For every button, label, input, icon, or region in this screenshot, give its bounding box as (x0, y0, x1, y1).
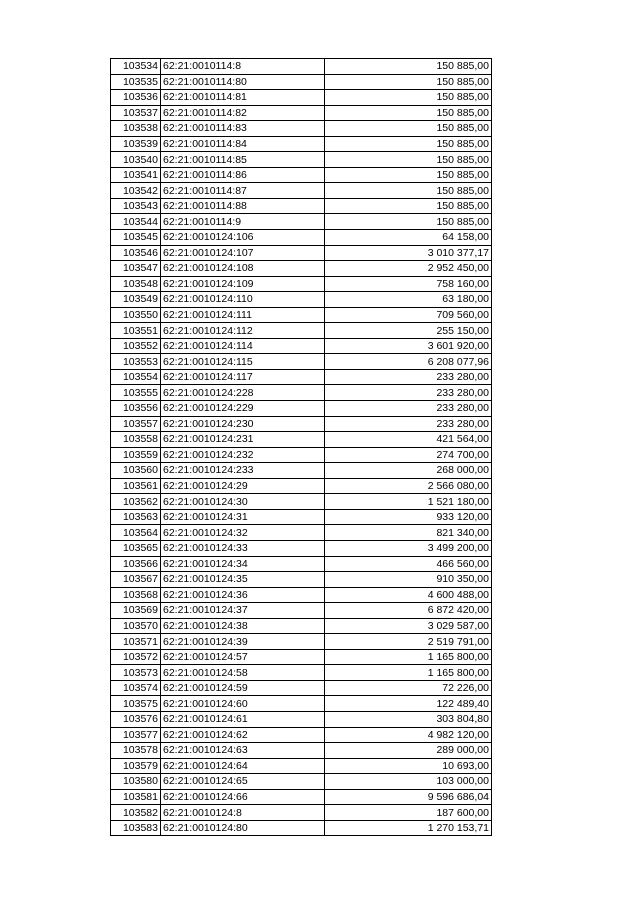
table-row (111, 587, 492, 603)
value-cell: 233 280,00 (325, 369, 492, 385)
value-cell: 910 350,00 (325, 572, 492, 588)
value-cell: 6 872 420,00 (325, 603, 492, 619)
cadastral-number-cell: 62:21:0010114:8 (161, 59, 325, 75)
value-cell: 821 340,00 (325, 525, 492, 541)
cadastral-number-cell: 62:21:0010124:111 (161, 307, 325, 323)
value-cell: 233 280,00 (325, 401, 492, 417)
value-cell: 289 000,00 (325, 743, 492, 759)
cadastral-number-cell: 62:21:0010124:114 (161, 338, 325, 354)
row-number-cell: 103581 (111, 789, 161, 805)
cadastral-number-cell: 62:21:0010124:115 (161, 354, 325, 370)
row-number-cell: 103560 (111, 463, 161, 479)
table-row (111, 167, 492, 183)
table-row (111, 214, 492, 230)
cadastral-number-cell: 62:21:0010124:39 (161, 634, 325, 650)
table-row (111, 90, 492, 106)
value-cell: 709 560,00 (325, 307, 492, 323)
row-number-cell: 103561 (111, 478, 161, 494)
row-number-cell: 103548 (111, 276, 161, 292)
table-row (111, 478, 492, 494)
row-number-cell: 103580 (111, 774, 161, 790)
value-cell: 150 885,00 (325, 90, 492, 106)
value-cell: 150 885,00 (325, 105, 492, 121)
cadastral-number-cell: 62:21:0010114:83 (161, 121, 325, 137)
table-row (111, 261, 492, 277)
value-cell: 274 700,00 (325, 447, 492, 463)
row-number-cell: 103546 (111, 245, 161, 261)
table-row (111, 665, 492, 681)
table-row (111, 494, 492, 510)
cadastral-number-cell: 62:21:0010124:59 (161, 680, 325, 696)
value-cell: 466 560,00 (325, 556, 492, 572)
table-row (111, 509, 492, 525)
table-row (111, 634, 492, 650)
value-cell: 150 885,00 (325, 183, 492, 199)
table-row (111, 743, 492, 759)
value-cell: 150 885,00 (325, 121, 492, 137)
cadastral-number-cell: 62:21:0010124:38 (161, 618, 325, 634)
row-number-cell: 103579 (111, 758, 161, 774)
row-number-cell: 103534 (111, 59, 161, 75)
value-cell: 3 010 377,17 (325, 245, 492, 261)
value-cell: 150 885,00 (325, 152, 492, 168)
row-number-cell: 103557 (111, 416, 161, 432)
value-cell: 303 804,80 (325, 711, 492, 727)
cadastral-number-cell: 62:21:0010124:66 (161, 789, 325, 805)
row-number-cell: 103573 (111, 665, 161, 681)
cadastral-number-cell: 62:21:0010114:85 (161, 152, 325, 168)
table-row (111, 432, 492, 448)
cadastral-number-cell: 62:21:0010114:84 (161, 136, 325, 152)
row-number-cell: 103550 (111, 307, 161, 323)
table-row (111, 447, 492, 463)
row-number-cell: 103583 (111, 820, 161, 836)
value-cell: 72 226,00 (325, 680, 492, 696)
row-number-cell: 103537 (111, 105, 161, 121)
table-row (111, 540, 492, 556)
row-number-cell: 103575 (111, 696, 161, 712)
row-number-cell: 103571 (111, 634, 161, 650)
table-row (111, 789, 492, 805)
table-row (111, 401, 492, 417)
value-cell: 1 270 153,71 (325, 820, 492, 836)
row-number-cell: 103576 (111, 711, 161, 727)
table-row (111, 603, 492, 619)
value-cell: 255 150,00 (325, 323, 492, 339)
cadastral-number-cell: 62:21:0010124:109 (161, 276, 325, 292)
cadastral-number-cell: 62:21:0010124:233 (161, 463, 325, 479)
cadastral-number-cell: 62:21:0010124:117 (161, 369, 325, 385)
table-row (111, 59, 492, 75)
row-number-cell: 103536 (111, 90, 161, 106)
row-number-cell: 103545 (111, 230, 161, 246)
table-row (111, 307, 492, 323)
value-cell: 3 499 200,00 (325, 540, 492, 556)
cadastral-number-cell: 62:21:0010124:232 (161, 447, 325, 463)
table-row (111, 369, 492, 385)
value-cell: 64 158,00 (325, 230, 492, 246)
table-row (111, 758, 492, 774)
row-number-cell: 103567 (111, 572, 161, 588)
table-row (111, 680, 492, 696)
table-row (111, 556, 492, 572)
value-cell: 233 280,00 (325, 385, 492, 401)
cadastral-number-cell: 62:21:0010124:58 (161, 665, 325, 681)
row-number-cell: 103559 (111, 447, 161, 463)
table-row (111, 74, 492, 90)
table-row (111, 230, 492, 246)
value-cell: 6 208 077,96 (325, 354, 492, 370)
table-row (111, 618, 492, 634)
row-number-cell: 103554 (111, 369, 161, 385)
cadastral-number-cell: 62:21:0010124:65 (161, 774, 325, 790)
table-row (111, 774, 492, 790)
cadastral-number-cell: 62:21:0010124:107 (161, 245, 325, 261)
value-cell: 103 000,00 (325, 774, 492, 790)
value-cell: 1 165 800,00 (325, 649, 492, 665)
value-cell: 1 165 800,00 (325, 665, 492, 681)
cadastral-value-table (110, 58, 492, 836)
value-cell: 150 885,00 (325, 74, 492, 90)
value-cell: 233 280,00 (325, 416, 492, 432)
cadastral-number-cell: 62:21:0010124:30 (161, 494, 325, 510)
value-cell: 150 885,00 (325, 214, 492, 230)
row-number-cell: 103563 (111, 509, 161, 525)
cadastral-number-cell: 62:21:0010124:229 (161, 401, 325, 417)
cadastral-number-cell: 62:21:0010124:61 (161, 711, 325, 727)
row-number-cell: 103553 (111, 354, 161, 370)
table-row (111, 727, 492, 743)
table-body (111, 59, 492, 836)
row-number-cell: 103565 (111, 540, 161, 556)
table-row (111, 292, 492, 308)
value-cell: 9 596 686,04 (325, 789, 492, 805)
row-number-cell: 103556 (111, 401, 161, 417)
value-cell: 2 519 791,00 (325, 634, 492, 650)
value-cell: 122 489,40 (325, 696, 492, 712)
cadastral-number-cell: 62:21:0010124:31 (161, 509, 325, 525)
table-row (111, 183, 492, 199)
table-row (111, 276, 492, 292)
row-number-cell: 103578 (111, 743, 161, 759)
row-number-cell: 103552 (111, 338, 161, 354)
cadastral-number-cell: 62:21:0010114:81 (161, 90, 325, 106)
value-cell: 2 952 450,00 (325, 261, 492, 277)
table-row (111, 105, 492, 121)
cadastral-number-cell: 62:21:0010124:57 (161, 649, 325, 665)
value-cell: 187 600,00 (325, 805, 492, 821)
value-cell: 150 885,00 (325, 167, 492, 183)
table-row (111, 152, 492, 168)
cadastral-number-cell: 62:21:0010124:80 (161, 820, 325, 836)
row-number-cell: 103539 (111, 136, 161, 152)
cadastral-number-cell: 62:21:0010124:29 (161, 478, 325, 494)
cadastral-number-cell: 62:21:0010124:108 (161, 261, 325, 277)
row-number-cell: 103577 (111, 727, 161, 743)
value-cell: 3 601 920,00 (325, 338, 492, 354)
row-number-cell: 103564 (111, 525, 161, 541)
cadastral-number-cell: 62:21:0010124:231 (161, 432, 325, 448)
value-cell: 4 982 120,00 (325, 727, 492, 743)
row-number-cell: 103569 (111, 603, 161, 619)
cadastral-number-cell: 62:21:0010114:80 (161, 74, 325, 90)
value-cell: 150 885,00 (325, 136, 492, 152)
cadastral-number-cell: 62:21:0010124:60 (161, 696, 325, 712)
row-number-cell: 103568 (111, 587, 161, 603)
row-number-cell: 103572 (111, 649, 161, 665)
cadastral-number-cell: 62:21:0010114:87 (161, 183, 325, 199)
table-row (111, 416, 492, 432)
value-cell: 3 029 587,00 (325, 618, 492, 634)
row-number-cell: 103558 (111, 432, 161, 448)
cadastral-number-cell: 62:21:0010124:110 (161, 292, 325, 308)
cadastral-number-cell: 62:21:0010114:88 (161, 198, 325, 214)
cadastral-number-cell: 62:21:0010124:34 (161, 556, 325, 572)
cadastral-number-cell: 62:21:0010114:86 (161, 167, 325, 183)
row-number-cell: 103574 (111, 680, 161, 696)
row-number-cell: 103544 (111, 214, 161, 230)
row-number-cell: 103551 (111, 323, 161, 339)
table-row (111, 121, 492, 137)
table-row (111, 136, 492, 152)
value-cell: 63 180,00 (325, 292, 492, 308)
table-row (111, 198, 492, 214)
cadastral-number-cell: 62:21:0010124:63 (161, 743, 325, 759)
table-row (111, 385, 492, 401)
value-cell: 2 566 080,00 (325, 478, 492, 494)
row-number-cell: 103541 (111, 167, 161, 183)
table-row (111, 323, 492, 339)
cadastral-number-cell: 62:21:0010124:37 (161, 603, 325, 619)
table-row (111, 805, 492, 821)
table-row (111, 711, 492, 727)
cadastral-number-cell: 62:21:0010124:35 (161, 572, 325, 588)
row-number-cell: 103570 (111, 618, 161, 634)
value-cell: 150 885,00 (325, 198, 492, 214)
table-row (111, 820, 492, 836)
row-number-cell: 103535 (111, 74, 161, 90)
cadastral-number-cell: 62:21:0010114:82 (161, 105, 325, 121)
row-number-cell: 103547 (111, 261, 161, 277)
value-cell: 4 600 488,00 (325, 587, 492, 603)
cadastral-number-cell: 62:21:0010124:32 (161, 525, 325, 541)
row-number-cell: 103549 (111, 292, 161, 308)
row-number-cell: 103543 (111, 198, 161, 214)
value-cell: 758 160,00 (325, 276, 492, 292)
row-number-cell: 103538 (111, 121, 161, 137)
table-row (111, 245, 492, 261)
value-cell: 933 120,00 (325, 509, 492, 525)
cadastral-number-cell: 62:21:0010124:228 (161, 385, 325, 401)
table-row (111, 696, 492, 712)
table-row (111, 525, 492, 541)
cadastral-number-cell: 62:21:0010124:33 (161, 540, 325, 556)
cadastral-number-cell: 62:21:0010124:36 (161, 587, 325, 603)
row-number-cell: 103566 (111, 556, 161, 572)
cadastral-number-cell: 62:21:0010124:8 (161, 805, 325, 821)
value-cell: 10 693,00 (325, 758, 492, 774)
row-number-cell: 103555 (111, 385, 161, 401)
value-cell: 268 000,00 (325, 463, 492, 479)
table-row (111, 354, 492, 370)
table-row (111, 338, 492, 354)
cadastral-number-cell: 62:21:0010114:9 (161, 214, 325, 230)
table-row (111, 572, 492, 588)
cadastral-number-cell: 62:21:0010124:112 (161, 323, 325, 339)
table-row (111, 463, 492, 479)
cadastral-number-cell: 62:21:0010124:230 (161, 416, 325, 432)
cadastral-number-cell: 62:21:0010124:62 (161, 727, 325, 743)
row-number-cell: 103540 (111, 152, 161, 168)
row-number-cell: 103542 (111, 183, 161, 199)
table-row (111, 649, 492, 665)
value-cell: 1 521 180,00 (325, 494, 492, 510)
cadastral-number-cell: 62:21:0010124:64 (161, 758, 325, 774)
value-cell: 421 564,00 (325, 432, 492, 448)
row-number-cell: 103582 (111, 805, 161, 821)
cadastral-number-cell: 62:21:0010124:106 (161, 230, 325, 246)
value-cell: 150 885,00 (325, 59, 492, 75)
row-number-cell: 103562 (111, 494, 161, 510)
